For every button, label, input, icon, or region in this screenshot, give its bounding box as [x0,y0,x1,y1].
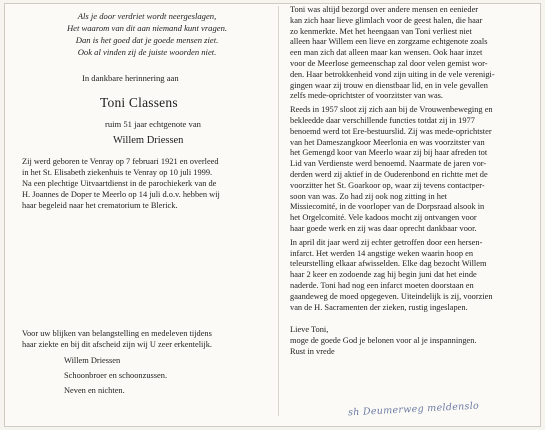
signer-line: Schoonbroer en schoonzussen. [64,371,168,380]
text-line: teleurstelling elkaar afwisselden. Elke dag bezocht Willem [290,259,487,269]
text-line: infarct. Het werden 14 angstige weken waarin hoop en [290,248,474,258]
handwritten-note: sh Deumerweg meldenslo [347,400,480,419]
text-line: Lid van Verdienste werd benoemd. Naarmate de jaren vor- [290,159,487,169]
text-line: kan zich haar lieve glimlach voor de geest halen, die haar [290,15,483,25]
closing-line: Lieve Toni, [290,325,329,335]
right-panel [290,5,528,358]
text-line: voor de Meerlose gemeenschap zal door velen gemist wor- [290,58,488,68]
text-line: van het Dameszangkoor Meerlonia en was voorzitster van [290,137,485,147]
poem [22,10,272,58]
text-line: Reeds in 1957 sloot zij zich aan bij de Vrouwenbeweging en [290,105,493,115]
text-line: een man zich dat alleen maar kan wensen. Ook haar inzet [290,48,483,58]
spouse-line: ruim 51 jaar echtgenote van [105,119,201,129]
signer-line: Neven en nichten. [64,386,125,395]
paragraph [290,5,528,102]
text-line: voorzitter het St. Goarkoor op, waar zij tevens contactper- [290,180,485,190]
text-line: derden werd zij aktief in de Ouderenbond en richtte met de [290,169,488,179]
poem-line: Dan is het goed dat je goede mensen ziet. [75,35,219,45]
card-fold-line [278,6,279,416]
text-line: haar goede werk en zij was daar oprecht dankbaar voor. [290,223,477,233]
closing [290,325,528,357]
thanks-text [22,328,272,350]
poem-line: Als je door verdriet wordt neergeslagen, [77,11,217,21]
text-line: van de H. Sacramenten der zieken, rustig ingeslapen. [290,302,468,312]
closing-line: Rust in vrede [290,346,335,356]
left-panel [22,8,272,395]
signers [64,355,167,400]
text-line: soon van was. Zo had zij ook nog zitting in het [290,191,448,201]
poem-line: Ook al vinden zij de juiste woorden niet. [77,47,217,57]
bio-line: Zij werd geboren te Venray op 7 februari 1921 en overleed [22,157,219,166]
deceased-name: Toni Classens [100,95,178,110]
text-line: naderde. Toni had nog een infarct moeten doorstaan en [290,280,474,290]
text-line: benoemd werd tot Ere-bestuurslid. Zij was mede-oprichtster [290,126,492,136]
paragraph [290,105,528,235]
thanks-line: Voor uw blijken van belangstelling en medeleven tijdens [22,329,212,338]
bio-line: in het St. Elisabeth ziekenhuis te Venray op 10 juli 1999. [22,168,213,177]
signer-line: Willem Driessen [64,356,121,365]
text-line: haar 2 keer en zodoende zag hij begin juni dat het einde [290,270,477,280]
text-line: In april dit jaar werd zij echter getroffen door een hersen- [290,237,483,247]
text-line: het Orgelcomité. Vele kadoos mocht zij ontvangen voor [290,213,477,223]
text-line: gingen waar zij trouw en dienstbaar lid, en in vele gevallen [290,80,488,90]
text-line: gaandeweg de moed opgegeven. Uiteindelijk is zij, voorzien [290,291,493,301]
text-line: Toni was altijd bezorgd over andere mensen en eenieder [290,5,479,14]
text-line: Missiecomité, in de voorloper van de Dorpsraad alsook in [290,202,485,212]
thanks-line: haar ziekte en bij dit afscheid zijn wij U zeer erkentelijk. [22,340,212,349]
text-line: bekleedde daar verschillende functies totdat zij in 1977 [290,115,475,125]
spouse-name: Willem Driessen [113,135,184,146]
bio-line: H. Joannes de Doper te Meerlo op 14 juli d.o.v. hebben wij [22,190,220,199]
text-line: het Gemengd koor van Meerlo waar zij bij haar afreden tot [290,148,488,158]
poem-line: Het waarom van dit aan niemand kunt vragen. [66,23,228,33]
text-line: zelfs mede-oprichtster of voorzitster van was. [290,91,444,101]
bio-line: Na een plechtige Uitvaartdienst in de parochiekerk van de [22,179,217,188]
text-line: alleen haar Willem een lieve en zorgzame echtgenote zoals [290,37,488,47]
dedication: In dankbare herinnering aan [82,73,179,83]
bio-line: haar begeleid naar het crematorium te Blerick. [22,201,178,210]
paragraph [290,238,528,314]
biography [22,156,272,211]
text-line: zo kenmerkte. Met het heengaan van Toni verliest niet [290,26,472,36]
closing-line: moge de goede God je belonen voor al je inspanningen. [290,336,477,346]
text-line: den. Haar betrokkenheid vond zijn uiting in de vele verenigi- [290,69,495,79]
